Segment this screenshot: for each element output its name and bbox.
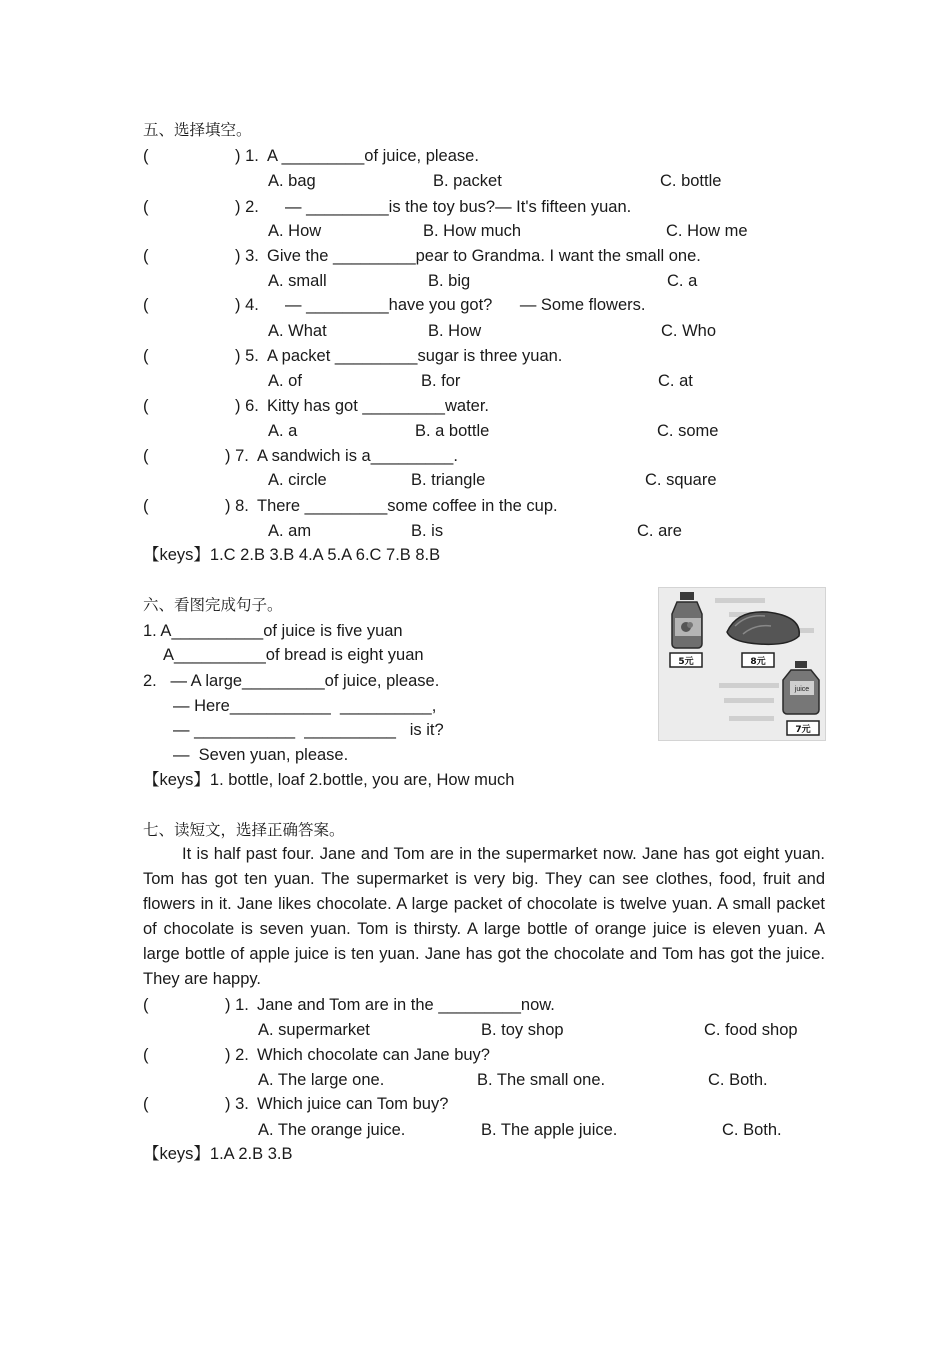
- price-tag-juice-small: [670, 653, 702, 667]
- option-c: C. square: [645, 471, 717, 489]
- section5-keys: 【keys】1.C 2.B 3.B 4.A 5.A 6.C 7.B 8.B: [143, 546, 441, 564]
- option-c: C. at: [658, 372, 693, 390]
- section6-line-2: A__________of bread is eight yuan: [163, 646, 424, 664]
- question-number: ) 8.: [225, 497, 249, 515]
- section6-line-4: — Here___________ __________,: [173, 697, 437, 715]
- option-b: B. How much: [423, 222, 522, 240]
- price-tag-bread: [742, 653, 774, 667]
- bottle-label: juice: [794, 686, 810, 693]
- question-paren: (: [143, 247, 149, 265]
- question-paren: (: [143, 447, 149, 465]
- option-b: B. is: [411, 522, 444, 540]
- price-tag-juice-large: [787, 721, 819, 735]
- option-c: C. bottle: [660, 172, 722, 190]
- option-a: A. small: [268, 272, 327, 290]
- option-c: C. some: [657, 422, 719, 440]
- price-juice-small: 5元: [678, 657, 694, 667]
- question-number: ) 3.: [235, 247, 259, 265]
- question-stem: Which chocolate can Jane buy?: [257, 1046, 490, 1064]
- question-stem: Which juice can Tom buy?: [257, 1095, 449, 1113]
- option-c: C. food shop: [704, 1021, 798, 1039]
- question-stem: — _________is the toy bus?— It's fifteen yuan.: [285, 198, 632, 216]
- section6-line-1: 1. A__________of juice is five yuan: [143, 622, 403, 640]
- option-b: B. triangle: [411, 471, 486, 489]
- question-number: ) 7.: [225, 447, 249, 465]
- section6-line-3: 2. — A large_________of juice, please.: [143, 672, 440, 690]
- option-c: C. Both.: [708, 1071, 768, 1089]
- section7-keys: 【keys】1.A 2.B 3.B: [143, 1145, 293, 1163]
- question-paren: (: [143, 397, 149, 415]
- question-paren: (: [143, 996, 149, 1014]
- shop-price-picture: [658, 587, 826, 741]
- question-number: ) 6.: [235, 397, 259, 415]
- option-b: B. big: [428, 272, 471, 290]
- question-paren: (: [143, 147, 149, 165]
- option-b: B. How: [428, 322, 482, 340]
- question-number: ) 1.: [225, 996, 249, 1014]
- question-paren: (: [143, 198, 149, 216]
- question-number: ) 4.: [235, 296, 259, 314]
- option-a: A. am: [268, 522, 312, 540]
- section6-heading: 六、看图完成句子。: [143, 596, 283, 614]
- question-paren: (: [143, 347, 149, 365]
- option-b: B. toy shop: [481, 1021, 564, 1039]
- option-b: B. The small one.: [477, 1071, 606, 1089]
- reading-passage: It is half past four. Jane and Tom are in the supermarket now. Jane has got eight yuan. Tom has got ten yuan. The supermarket is very big. They can see clothes, food, fruit and flowers in it. Jane likes chocolate. A large packet of chocolate is twelve yuan. A small packet of chocolate is seven yuan. Tom is thirsty. A large bottle of orange juice is eleven yuan. A large bottle of apple juice is ten yuan. Jane has got the chocolate and Tom has got the juice. They are happy.: [143, 845, 825, 988]
- question-stem: Kitty has got _________water.: [267, 397, 489, 415]
- question-stem: Give the _________pear to Grandma. I want the small one.: [267, 247, 701, 265]
- option-b: B. a bottle: [415, 422, 490, 440]
- option-c: C. Who: [661, 322, 717, 340]
- question-number: ) 5.: [235, 347, 259, 365]
- question-stem: — _________have you got? — Some flowers.: [285, 296, 646, 314]
- section6-line-6: — Seven yuan, please.: [173, 746, 349, 764]
- section7-heading: 七、读短文，选择正确答案。: [143, 821, 345, 839]
- question-stem: A packet _________sugar is three yuan.: [267, 347, 563, 365]
- question-stem: A sandwich is a_________.: [257, 447, 458, 465]
- price-bread: 8元: [750, 657, 766, 667]
- option-c: C. Both.: [722, 1121, 782, 1139]
- question-stem: Jane and Tom are in the _________now.: [257, 996, 555, 1014]
- question-number: ) 2.: [235, 198, 259, 216]
- option-a: A. supermarket: [258, 1021, 370, 1039]
- section5-heading: 五、选择填空。: [143, 121, 252, 139]
- question-paren: (: [143, 296, 149, 314]
- question-stem: There _________some coffee in the cup.: [257, 497, 558, 515]
- option-c: C. a: [667, 272, 698, 290]
- question-stem: A _________of juice, please.: [267, 147, 479, 165]
- option-a: A. What: [268, 322, 327, 340]
- option-b: B. for: [421, 372, 461, 390]
- option-a: A. of: [268, 372, 302, 390]
- question-paren: (: [143, 497, 149, 515]
- price-juice-large: 7元: [795, 725, 811, 735]
- option-a: A. bag: [268, 172, 316, 190]
- option-b: B. packet: [433, 172, 502, 190]
- question-number: ) 3.: [225, 1095, 249, 1113]
- option-a: A. a: [268, 422, 298, 440]
- section6-line-5: — ___________ __________ is it?: [173, 721, 444, 739]
- option-c: C. are: [637, 522, 682, 540]
- section6-keys: 【keys】1. bottle, loaf 2.bottle, you are, How much: [143, 771, 515, 789]
- option-c: C. How me: [666, 222, 748, 240]
- option-a: A. circle: [268, 471, 327, 489]
- question-paren: (: [143, 1046, 149, 1064]
- option-a: A. How: [268, 222, 322, 240]
- question-number: ) 2.: [225, 1046, 249, 1064]
- option-a: A. The large one.: [258, 1071, 385, 1089]
- option-a: A. The orange juice.: [258, 1121, 406, 1139]
- question-number: ) 1.: [235, 147, 259, 165]
- juice-bottle-small: [672, 592, 702, 648]
- question-paren: (: [143, 1095, 149, 1113]
- option-b: B. The apple juice.: [481, 1121, 618, 1139]
- price-picture-svg: [659, 588, 825, 740]
